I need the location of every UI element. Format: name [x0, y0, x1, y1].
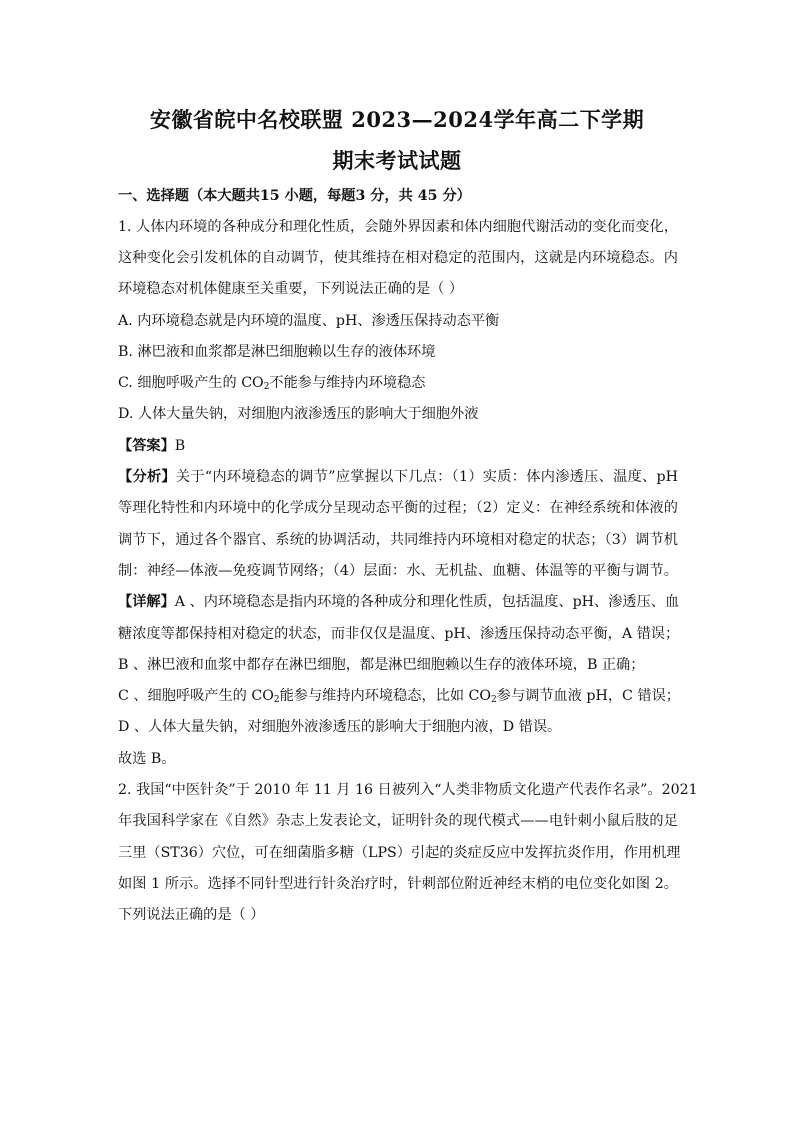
q1-analysis-line3: 调节下，通过各个器官、系统的协调活动，共同维持内环境相对稳定的状态；（3）调节机 [118, 532, 678, 548]
analysis-label: 【分析】 [118, 469, 176, 485]
detail-4a: C 、细胞呼吸产生的 CO [118, 688, 274, 704]
detail-4c: 参与调节血液 pH，C 错误； [496, 688, 680, 704]
q1-stem-line3: 环境稳态对机体健康至关重要，下列说法正确的是（ ） [118, 281, 464, 297]
answer-value: B [174, 438, 186, 454]
answer-label: 【答案】 [118, 438, 175, 454]
q1-analysis-line1 [118, 467, 678, 487]
q1-answer [118, 436, 678, 456]
detail-4b: 能参与维持内环境稳态，比如 CO [279, 688, 492, 704]
detail-text-1: A 、内环境稳态是指内环境的各种成分和理化性质，包括温度、pH、渗透压、血 [174, 594, 680, 610]
q2-stem-line1: 2. 我国“中医针灸”于 2010 年 11 月 16 日被列入“人类非物质文化遗产代表作名录”。2021 [118, 782, 698, 798]
document-title-line2: 期末考试试题 [332, 148, 462, 173]
q1-analysis-line2: 等理化特性和内环境中的化学成分呈现动态平衡的过程；（2）定义：在神经系统和体液的 [118, 500, 678, 516]
analysis-text-1: 关于“内环境稳态的调节”应掌握以下几点：（1）实质：体内渗透压、温度、pH [175, 469, 678, 485]
q1-option-d: D. 人体大量失钠，对细胞内液渗透压的影响大于细胞外液 [118, 406, 479, 422]
q1-stem-line2: 这种变化会引发机体的自动调节，使其维持在相对稳定的范围内，这就是内环境稳态。内 [118, 250, 678, 266]
q2-stem-line5: 下列说法正确的是（ ） [118, 907, 265, 923]
detail-4-sub2: 2 [491, 695, 497, 705]
q2-stem-line3: 三里（ST36）穴位，可在细菌脂多糖（LPS）引起的炎症反应中发挥抗炎作用，作用机理 [118, 845, 681, 861]
document-title-line1: 安徽省皖中名校联盟 2023—2024学年高二下学期 [149, 107, 645, 132]
detail-label: 【详解】 [118, 594, 175, 610]
detail-4-sub1: 2 [273, 695, 280, 705]
q2-stem-line2: 年我国科学家在《自然》杂志上发表论文，证明针灸的现代模式——电针刺小鼠后肢的足 [118, 813, 678, 829]
q1-detail-line5: D 、人体大量失钠，对细胞外液渗透压的影响大于细胞内液，D 错误。 [118, 719, 562, 735]
q1-option-c-post: 不能参与维持内环境稳态 [269, 375, 426, 391]
q1-option-c-sub: 2 [263, 382, 270, 392]
q2-stem-line4: 如图 1 所示。选择不同针型进行针灸治疗时，针刺部位附近神经末梢的电位变化如图 2。 [118, 876, 678, 892]
q1-conclusion: 故选 B。 [118, 751, 176, 767]
q1-option-c [118, 373, 678, 397]
q1-detail-line1 [118, 592, 678, 612]
q1-option-a: A. 内环境稳态就是内环境的温度、pH、渗透压保持动态平衡 [118, 313, 500, 329]
q1-option-b: B. 淋巴液和血浆都是淋巴细胞赖以生存的液体环境 [118, 344, 436, 360]
q1-option-c-pre: C. 细胞呼吸产生的 CO [118, 375, 264, 391]
q1-detail-line2: 糖浓度等都保持相对稳定的状态，而非仅仅是温度、pH、渗透压保持动态平衡，A 错误； [118, 626, 680, 642]
q1-analysis-line4: 制：神经—体液—免疫调节网络；（4）层面：水、无机盐、血糖、体温等的平衡与调节。 [118, 563, 678, 579]
q1-detail-line3: B 、淋巴液和血浆中都存在淋巴细胞，都是淋巴细胞赖以生存的液体环境，B 正确； [118, 657, 645, 673]
section-heading: 一、选择题（本大题共15 小题，每题3 分，共 45 分） [118, 188, 471, 204]
q1-stem-line1: 1. 人体内环境的各种成分和理化性质，会随外界因素和体内细胞代谢活动的变化而变化， [118, 219, 678, 235]
q1-detail-line4 [118, 686, 678, 710]
